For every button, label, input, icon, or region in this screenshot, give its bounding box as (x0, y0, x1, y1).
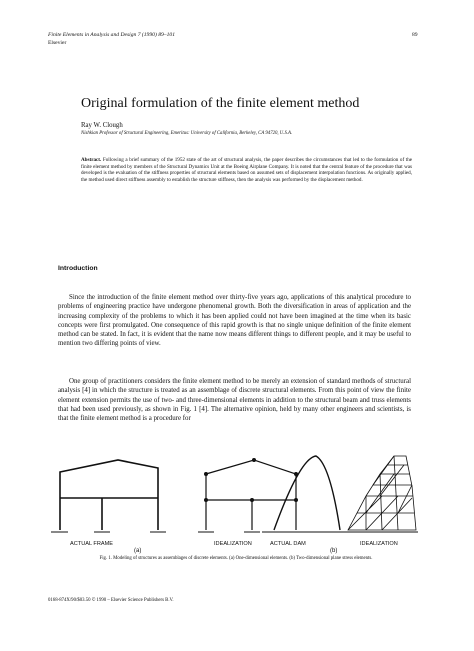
label-a: (a) (134, 548, 142, 554)
abstract-label: Abstract. (81, 157, 102, 163)
label-b: (b) (330, 548, 338, 554)
frame-nodes (204, 458, 298, 502)
figure-caption: Fig. 1. Modeling of structures as assemblages of discrete elements. (a) One-dimensional elements. (b) Two-dimensional plane stress elements. (99, 556, 373, 561)
figure-1 (48, 446, 418, 554)
intro-paragraph-2: One group of practitioners considers the finite element method to be merely an extension of standard methods of structural analysis [4] in which the structure is treated as an assemblage of discrete structural elements. From this point of view the finite element extension permits the use of two- and three-dimensional elements in addition to the structural beam and truss elements that had been used previously, as shown in Fig. 1 [4]. The alternative opinion, held by many other engineers and scientists, is that the finite element method is a procedure for (58, 378, 411, 423)
article-author: Ray W. Clough (81, 122, 123, 129)
journal-citation: Finite Elements in Analysis and Design 7 (1990) 89–101 (48, 32, 175, 38)
label-actual-frame: ACTUAL FRAME (70, 541, 113, 547)
label-idealization-a: IDEALIZATION (214, 541, 252, 547)
abstract-text: Following a brief summary of the 1952 state of the art of structural analysis, the paper describes the circumstances that led to the formulation of the finite element method by members of the Structural Dynamics Unit at the Boeing Airplane Company. It is noted that the central feature of the procedure that was developed is the evaluation of the stiffness properties of structural elements based on assumed sets of displacement interpolation functions. As originally applied, the method used direct stiffness assembly to establish the structure stiffness, then the analysis was performed by the displacement method. (81, 157, 412, 184)
dam-idealization-mesh (344, 456, 418, 532)
page-number: 89 (412, 32, 418, 38)
actual-frame-drawing (51, 460, 166, 532)
copyright-line: 0168-874X/90/$03.50 © 1990 – Elsevier Science Publishers B.V. (48, 598, 174, 603)
publisher: Elsevier (48, 40, 67, 46)
section-heading-introduction: Introduction (58, 265, 98, 272)
article-title: Original formulation of the finite element method (81, 96, 360, 111)
intro-paragraph-1: Since the introduction of the finite element method over thirty-five years ago, applications of this analytical procedure to problems of engineering practice have undergone phenomenal growth. Both the diversification in areas of application and the increasing complexity of the problems to which it has been applied could not have been imagined at the time when its basic concepts were first promulgated. One consequence of this rapid growth is that no single unique definition of the finite element method can be stated. In fact, it is evident that the name now means different things to different people, and it may be useful to mention two differing points of view. (58, 294, 411, 348)
label-idealization-b: IDEALIZATION (360, 541, 398, 547)
author-affiliation: Nishkian Professor of Structural Engineering, Emeritus: University of California, Berkeley, CA 94720, U.S.A. (81, 131, 293, 136)
label-actual-dam: ACTUAL DAM (270, 541, 306, 547)
abstract (81, 157, 412, 184)
